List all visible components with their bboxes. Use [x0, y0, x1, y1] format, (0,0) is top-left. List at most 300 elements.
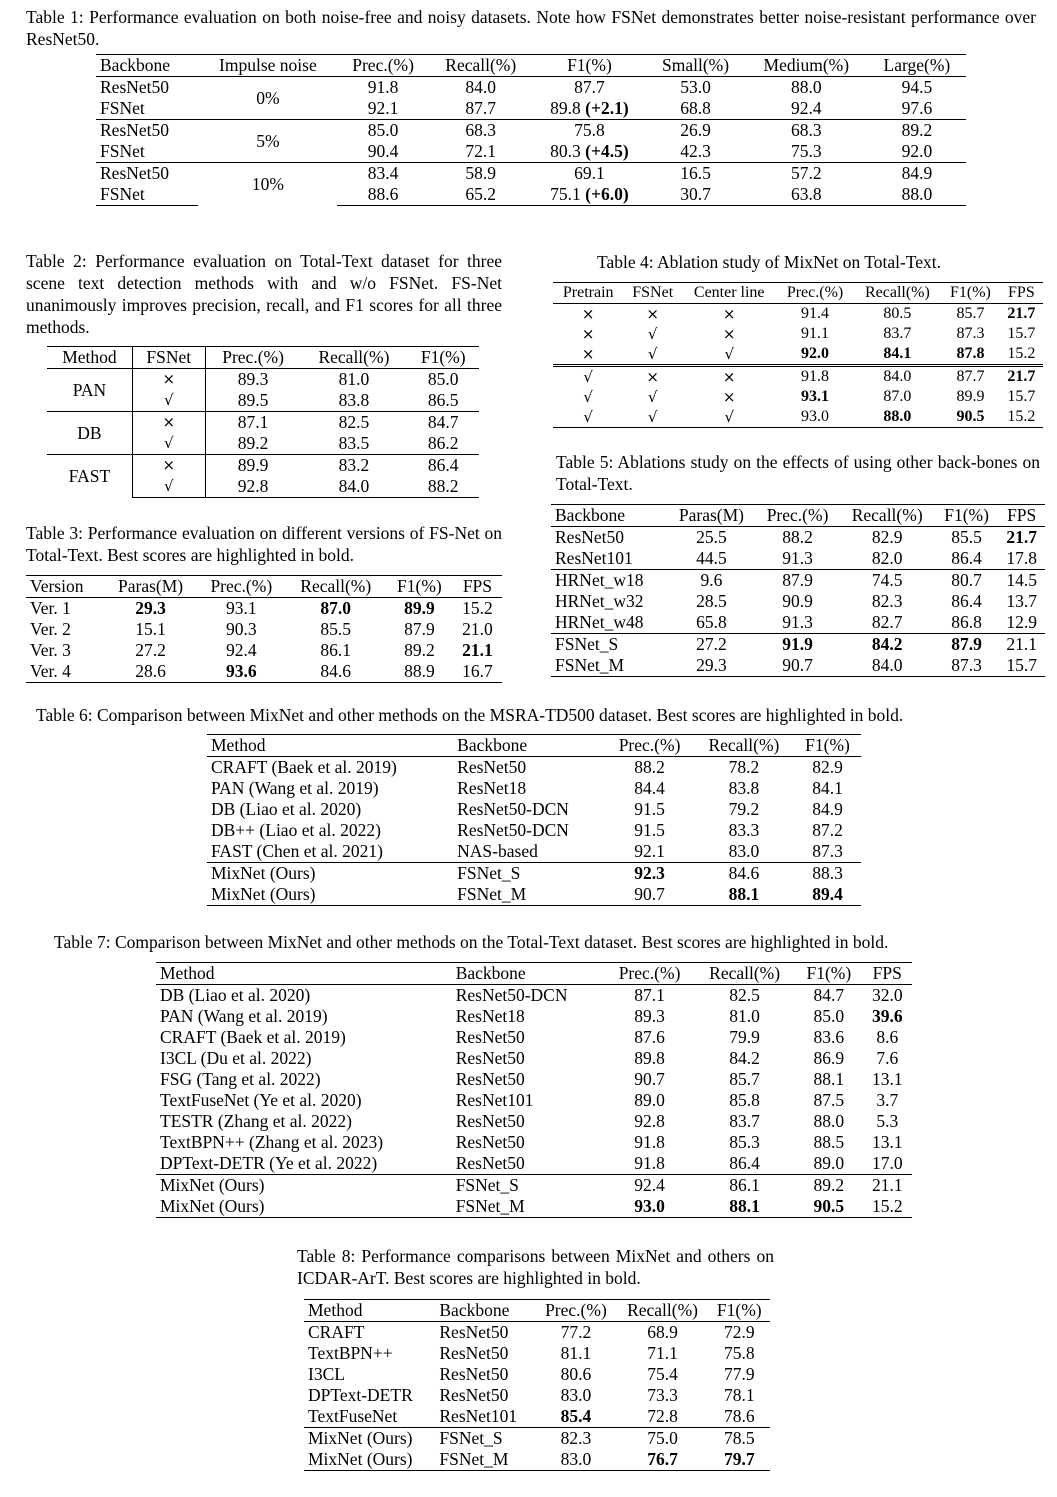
table-cell: 91.8	[776, 366, 853, 388]
table-cell: 92.1	[367, 98, 399, 118]
table-cell: FSG (Tang et al. 2022)	[160, 1069, 321, 1089]
table-cell: FSNet_S	[453, 863, 605, 885]
table-cell: Ver. 2	[30, 619, 71, 639]
table-cell: ResNet101	[439, 1406, 518, 1426]
table-cell: FSNet_M	[551, 655, 667, 677]
table-cell: 85.0	[813, 1006, 845, 1026]
table-cell: 90.5	[795, 1196, 862, 1218]
t5-header: Recall(%)	[840, 505, 935, 527]
table-cell: 78.5	[709, 1428, 770, 1450]
table-cell: 93.0	[605, 1196, 694, 1218]
t7-header: FPS	[863, 963, 912, 985]
table-cell: 83.4	[337, 163, 429, 185]
table-cell: 84.1	[812, 778, 843, 798]
t5-header: FPS	[998, 505, 1045, 527]
t5-header: Prec.(%)	[756, 505, 840, 527]
cell-part: (+4.5)	[585, 141, 629, 161]
table-cell: 87.3	[812, 841, 843, 861]
table-cell: 84.2	[840, 634, 935, 656]
table6-caption: Table 6: Comparison between MixNet and other methods on the MSRA-TD500 dataset. Best scores are highlighted in bold.	[36, 705, 904, 725]
table-cell: ResNet50	[439, 1364, 509, 1384]
t4-header: F1(%)	[941, 283, 1000, 304]
table8	[304, 1299, 770, 1471]
table-cell: 17.0	[871, 1153, 903, 1173]
table1-caption: Table 1: Performance evaluation on both noise-free and noisy datasets. Note how FSNet demonstrates better noise-resistant performance over ResNet50.	[26, 7, 1036, 49]
table-cell: 87.1	[205, 412, 300, 434]
table-cell: 86.9	[813, 1048, 845, 1068]
table-cell: 79.2	[728, 799, 760, 819]
table-row	[156, 1132, 912, 1153]
table1	[96, 54, 966, 206]
table-cell: ResNet50	[439, 1322, 509, 1342]
table-cell: 28.5	[696, 591, 727, 611]
table-cell: ResNet50	[555, 527, 625, 547]
table3	[26, 575, 502, 683]
t1-noise-cell: 10%	[198, 163, 337, 206]
table-cell: √	[647, 345, 658, 363]
table-cell: 88.0	[868, 184, 966, 206]
table-cell: 30.7	[646, 184, 745, 206]
table-row	[156, 1027, 912, 1048]
table-cell: ResNet50	[100, 77, 170, 97]
table-row	[26, 661, 502, 683]
table-cell: 86.4	[951, 548, 982, 568]
table-cell: 89.4	[794, 884, 861, 906]
table-cell: 87.9	[404, 619, 435, 639]
table6	[207, 734, 861, 906]
table-cell: 88.0	[854, 407, 941, 428]
table-cell: 21.1	[998, 634, 1045, 656]
table-cell: √	[623, 407, 682, 428]
table-cell: TESTR (Zhang et al. 2022)	[160, 1111, 352, 1131]
table-cell: 15.1	[135, 619, 166, 639]
table-cell: ×	[132, 455, 205, 477]
table-cell: 81.0	[338, 369, 370, 389]
t1-noise-cell: 5%	[198, 120, 337, 163]
table-cell: 84.7	[813, 985, 845, 1005]
table-cell: 69.1	[533, 163, 647, 185]
table-cell: 90.4	[367, 141, 399, 161]
table-row	[551, 570, 1045, 592]
table-row	[207, 799, 861, 820]
table-cell: 87.1	[634, 985, 665, 1005]
table-cell: TextFuseNet (Ye et al. 2020)	[160, 1090, 362, 1110]
table-cell: 26.9	[646, 120, 745, 142]
table-cell: 83.3	[728, 820, 760, 840]
table-cell: 91.8	[634, 1153, 665, 1173]
table-cell: CRAFT	[308, 1322, 365, 1342]
table-cell: ResNet50	[455, 1048, 525, 1068]
t1-header: F1(%)	[533, 55, 647, 77]
table-cell: 88.5	[813, 1132, 845, 1152]
cell-part: (+6.0)	[585, 184, 629, 204]
table-cell: HRNet_w48	[555, 612, 644, 632]
table-cell: 74.5	[840, 570, 935, 592]
table-cell: MixNet (Ours)	[156, 1175, 452, 1197]
table-cell: 86.5	[427, 390, 459, 410]
t1-header: Large(%)	[868, 55, 966, 77]
table-cell: 68.3	[429, 120, 533, 142]
table-cell: 86.4	[407, 455, 479, 477]
table-cell: TextFuseNet	[308, 1406, 398, 1426]
cell-part: 80.3	[550, 141, 581, 161]
table-cell: 68.9	[647, 1322, 678, 1342]
table-cell: 92.1	[634, 841, 665, 861]
table-cell: 65.8	[696, 612, 727, 632]
table-cell: 85.0	[427, 369, 459, 389]
table-cell: 84.0	[465, 77, 497, 97]
table-cell: 89.2	[237, 433, 269, 453]
table-cell: DPText-DETR	[308, 1385, 413, 1405]
t5-header: Paras(M)	[667, 505, 755, 527]
t6-header: Recall(%)	[694, 735, 794, 757]
table-cell: 13.7	[1006, 591, 1037, 611]
table-cell: 88.2	[407, 476, 479, 498]
table-cell: 82.3	[871, 591, 903, 611]
table-cell: ×	[132, 412, 205, 434]
table-cell: 7.6	[876, 1048, 899, 1068]
table-cell	[533, 98, 647, 120]
table-cell: 3.7	[876, 1090, 899, 1110]
table-cell: 87.7	[574, 77, 605, 97]
table-cell: √	[553, 366, 623, 388]
table-cell: 88.3	[794, 863, 861, 885]
table-row	[207, 757, 861, 779]
table-cell: 89.0	[813, 1153, 845, 1173]
table-cell: 84.7	[407, 412, 479, 434]
table-cell: 83.0	[560, 1385, 592, 1405]
table-cell: ResNet50	[455, 1153, 525, 1173]
table-cell: 87.0	[320, 598, 352, 618]
t3-header: Paras(M)	[104, 576, 197, 598]
table-cell: 84.2	[729, 1048, 760, 1068]
t8-header: Backbone	[435, 1300, 535, 1322]
table2-caption: Table 2: Performance evaluation on Total-Text dataset for three scene text detection methods with and w/o FSNet. FS-Net unanimously improves precision, recall, and F1 scores for all three methods.	[26, 251, 502, 337]
table-cell: FSNet	[96, 184, 198, 206]
table-cell: MixNet (Ours)	[207, 863, 453, 885]
table-cell: 89.9	[956, 388, 985, 405]
table-cell: 21.1	[462, 640, 493, 660]
table-cell: 87.3	[956, 325, 985, 342]
table3-caption: Table 3: Performance evaluation on different versions of FS-Net on Total-Text. Best scores are highlighted in bold.	[26, 523, 502, 565]
t2-header: F1(%)	[407, 347, 479, 369]
table-cell: FSNet_S	[551, 634, 667, 656]
table-row	[553, 387, 1043, 407]
table-cell: CRAFT (Baek et al. 2019)	[160, 1027, 346, 1047]
table-cell: 76.7	[617, 1449, 709, 1471]
table-cell: 89.9	[205, 455, 300, 477]
table-cell: ResNet18	[455, 1006, 525, 1026]
t8-header: Method	[304, 1300, 435, 1322]
t8-header: Recall(%)	[617, 1300, 709, 1322]
t1-header: Medium(%)	[745, 55, 868, 77]
table-cell: 83.6	[813, 1027, 845, 1047]
table-cell: Ver. 1	[30, 598, 71, 618]
table-row	[304, 1322, 770, 1344]
table-cell: 89.2	[795, 1175, 862, 1197]
table-row	[207, 841, 861, 863]
table-cell: 15.7	[1007, 325, 1036, 342]
table5-caption: Table 5: Ablations study on the effects of using other back-bones on Total-Text.	[556, 452, 1040, 494]
t2-header: FSNet	[132, 347, 205, 369]
table-row	[304, 1364, 770, 1385]
table-cell: √	[132, 390, 205, 412]
table-row	[156, 1153, 912, 1175]
table-row	[553, 344, 1043, 366]
table-cell: 85.5	[320, 619, 352, 639]
table-cell: 82.9	[871, 527, 903, 547]
table-row	[156, 1175, 912, 1197]
table-cell: 91.1	[801, 325, 830, 342]
t7-header: Method	[156, 963, 452, 985]
table-cell: 29.3	[135, 598, 166, 618]
table-row	[553, 366, 1043, 388]
table-cell: ResNet50	[455, 1027, 525, 1047]
t4-header: Prec.(%)	[776, 283, 853, 304]
table-row	[553, 407, 1043, 428]
table-cell: 42.3	[680, 141, 711, 161]
table-cell: FSNet_M	[453, 884, 605, 906]
table-cell: 73.3	[647, 1385, 678, 1405]
table-cell: 87.7	[465, 98, 497, 118]
table-cell: ×	[646, 305, 659, 323]
table-cell: 86.8	[951, 612, 982, 632]
table-cell: 84.9	[868, 163, 966, 185]
t8-header: F1(%)	[709, 1300, 770, 1322]
table4-caption: Table 4: Ablation study of MixNet on Total-Text.	[597, 252, 942, 272]
table-cell: 84.1	[883, 345, 912, 362]
t7-header: Prec.(%)	[605, 963, 694, 985]
table-cell: 27.2	[667, 634, 755, 656]
table-cell: Ver. 4	[26, 661, 104, 683]
table-cell: ×	[722, 325, 736, 343]
table-cell: 89.8	[634, 1048, 665, 1068]
table-cell: 89.5	[237, 390, 269, 410]
table-cell: 79.7	[709, 1449, 770, 1471]
table-cell: TextBPN++ (Zhang et al. 2023)	[160, 1132, 384, 1152]
t1-noise-cell: 0%	[256, 87, 280, 108]
table-row	[156, 985, 912, 1007]
table-cell: PAN (Wang et al. 2019)	[160, 1006, 328, 1026]
table-cell: HRNet_w32	[555, 591, 644, 611]
table4	[553, 282, 1043, 428]
table-cell: 78.6	[723, 1406, 755, 1426]
table7	[156, 962, 912, 1218]
t2-header: Method	[47, 347, 132, 369]
table-cell: 44.5	[696, 548, 727, 568]
table-cell: FSNet_M	[452, 1196, 605, 1218]
t4-header: Pretrain	[553, 283, 623, 304]
table-cell: FSNet_M	[435, 1449, 535, 1471]
table-row	[207, 884, 861, 906]
table-cell: 21.7	[1006, 527, 1037, 547]
t6-header: F1(%)	[794, 735, 861, 757]
table-cell: 87.9	[756, 570, 840, 592]
table-cell: 90.7	[756, 655, 840, 677]
table-cell: 16.5	[646, 163, 745, 185]
table-row	[26, 619, 502, 640]
table-cell: 15.7	[1007, 388, 1036, 405]
table-cell: 87.0	[883, 388, 912, 405]
t6-header: Prec.(%)	[605, 735, 694, 757]
table-cell: ResNet50-DCN	[457, 820, 569, 840]
table-row	[551, 655, 1045, 677]
table-cell: DPText-DETR (Ye et al. 2022)	[160, 1153, 378, 1173]
table-cell: 39.6	[871, 1006, 903, 1026]
table-row	[156, 1111, 912, 1132]
table-row	[26, 598, 502, 620]
table-cell: ×	[722, 388, 736, 406]
table5	[551, 504, 1045, 677]
table-cell: 83.2	[300, 455, 407, 477]
table-row	[553, 324, 1043, 344]
table-cell: MixNet (Ours)	[156, 1196, 452, 1218]
table-cell: √	[132, 476, 205, 498]
table-cell: 86.2	[427, 433, 459, 453]
table-cell: 91.8	[367, 77, 399, 97]
t3-header: Recall(%)	[286, 576, 386, 598]
table-cell: 88.2	[634, 757, 665, 777]
table-row	[156, 1069, 912, 1090]
table-cell: 25.5	[696, 527, 727, 547]
table-cell: ResNet50	[439, 1385, 509, 1405]
table-cell: 80.7	[935, 570, 999, 592]
table-cell: ResNet50-DCN	[455, 985, 568, 1005]
table-cell: 21.7	[1007, 305, 1036, 322]
table-cell: 16.7	[453, 661, 502, 683]
table-cell: 90.9	[782, 591, 813, 611]
table-cell: 85.7	[729, 1069, 760, 1089]
table-cell: 91.8	[634, 1132, 665, 1152]
table-cell: 85.0	[337, 120, 429, 142]
table-cell: 77.2	[560, 1322, 592, 1342]
table-cell: ResNet50	[455, 1111, 525, 1131]
table-cell: 85.5	[951, 527, 982, 547]
table-cell: 90.3	[226, 619, 257, 639]
table-cell: √	[647, 388, 658, 406]
t4-header: Recall(%)	[854, 283, 941, 304]
table-cell: 68.8	[680, 98, 711, 118]
table-cell: ResNet50	[96, 120, 198, 142]
t5-header: F1(%)	[935, 505, 999, 527]
table-cell: ResNet50-DCN	[457, 799, 569, 819]
table-cell: 57.2	[745, 163, 868, 185]
table-cell: ×	[722, 305, 736, 323]
table-row	[96, 120, 966, 142]
table-cell: 12.9	[1006, 612, 1037, 632]
table-cell: DB	[47, 412, 132, 455]
table-cell: FAST	[47, 455, 132, 498]
table-cell: ×	[132, 369, 205, 391]
table-cell: 81.0	[729, 1006, 760, 1026]
table-cell: 92.4	[226, 640, 257, 660]
table-row	[207, 820, 861, 841]
table-cell: 85.3	[729, 1132, 760, 1152]
t4-header: FSNet	[623, 283, 682, 304]
table-cell: 84.6	[694, 863, 794, 885]
table-cell: I3CL	[308, 1364, 345, 1384]
table-cell: √	[553, 407, 623, 428]
table-row	[551, 527, 1045, 549]
table-cell: 83.7	[729, 1111, 760, 1131]
table-cell: 75.3	[791, 141, 822, 161]
table-cell: 87.9	[935, 634, 999, 656]
table-row	[553, 304, 1043, 325]
table-cell: 21.7	[1000, 366, 1043, 388]
table-row	[156, 1090, 912, 1111]
table-cell: 75.8	[723, 1343, 755, 1363]
table-cell: 27.2	[135, 640, 166, 660]
table-cell: 84.9	[812, 799, 843, 819]
table-cell: 85.7	[956, 305, 985, 322]
table-cell: 28.6	[104, 661, 197, 683]
table-row	[304, 1428, 770, 1450]
table-cell: 75.4	[647, 1364, 678, 1384]
table-cell: 83.0	[535, 1449, 616, 1471]
t7-header: F1(%)	[795, 963, 862, 985]
table-cell: NAS-based	[457, 841, 538, 861]
table-row	[304, 1449, 770, 1471]
t4-header: Center line	[682, 283, 776, 304]
table-cell: 90.5	[941, 407, 1000, 428]
table-cell: 88.6	[337, 184, 429, 206]
cell-part: 89.8	[550, 98, 581, 118]
table-cell: 82.3	[535, 1428, 616, 1450]
table-cell: 88.1	[813, 1069, 845, 1089]
table-cell: 58.9	[429, 163, 533, 185]
table-cell: 15.2	[462, 598, 493, 618]
t2-header: Recall(%)	[300, 347, 407, 369]
table-cell	[533, 141, 647, 163]
table-cell: 80.5	[883, 305, 912, 322]
table-cell: 15.2	[863, 1196, 912, 1218]
table-cell: CRAFT (Baek et al. 2019)	[211, 757, 397, 777]
table-cell: 91.3	[782, 548, 813, 568]
table-cell: 82.7	[871, 612, 903, 632]
t3-header: Prec.(%)	[197, 576, 286, 598]
table-cell: HRNet_w18	[551, 570, 667, 592]
t6-header: Backbone	[453, 735, 605, 757]
table-cell: 8.6	[876, 1027, 899, 1047]
table-cell: ×	[581, 325, 595, 343]
table-cell: ×	[581, 345, 595, 363]
table-cell: 84.0	[840, 655, 935, 677]
table-cell: 77.9	[723, 1364, 755, 1384]
table-cell: 78.2	[728, 757, 760, 777]
table-cell: 91.3	[782, 612, 813, 632]
table-cell: 82.0	[871, 548, 903, 568]
table-cell: 83.5	[338, 433, 370, 453]
table-row	[96, 77, 966, 99]
table-cell: 82.9	[812, 757, 843, 777]
table-cell: 83.8	[338, 390, 370, 410]
table8-caption: Table 8: Performance comparisons between MixNet and others on ICDAR-ArT. Best scores are highlighted in bold.	[297, 1246, 774, 1288]
table-cell: 87.3	[935, 655, 999, 677]
table-row	[304, 1385, 770, 1406]
table-cell: FAST (Chen et al. 2021)	[211, 841, 383, 861]
table-row	[551, 612, 1045, 634]
table-cell: 83.7	[883, 325, 912, 342]
t6-header: Method	[207, 735, 453, 757]
table-cell: 15.2	[1007, 345, 1036, 362]
table-row	[304, 1406, 770, 1428]
table-cell: 72.8	[647, 1406, 678, 1426]
table-cell: 15.2	[1000, 407, 1043, 428]
table-cell: 97.6	[901, 98, 933, 118]
table-row	[26, 640, 502, 661]
table-row	[156, 1196, 912, 1218]
table-cell: MixNet (Ours)	[207, 884, 453, 906]
